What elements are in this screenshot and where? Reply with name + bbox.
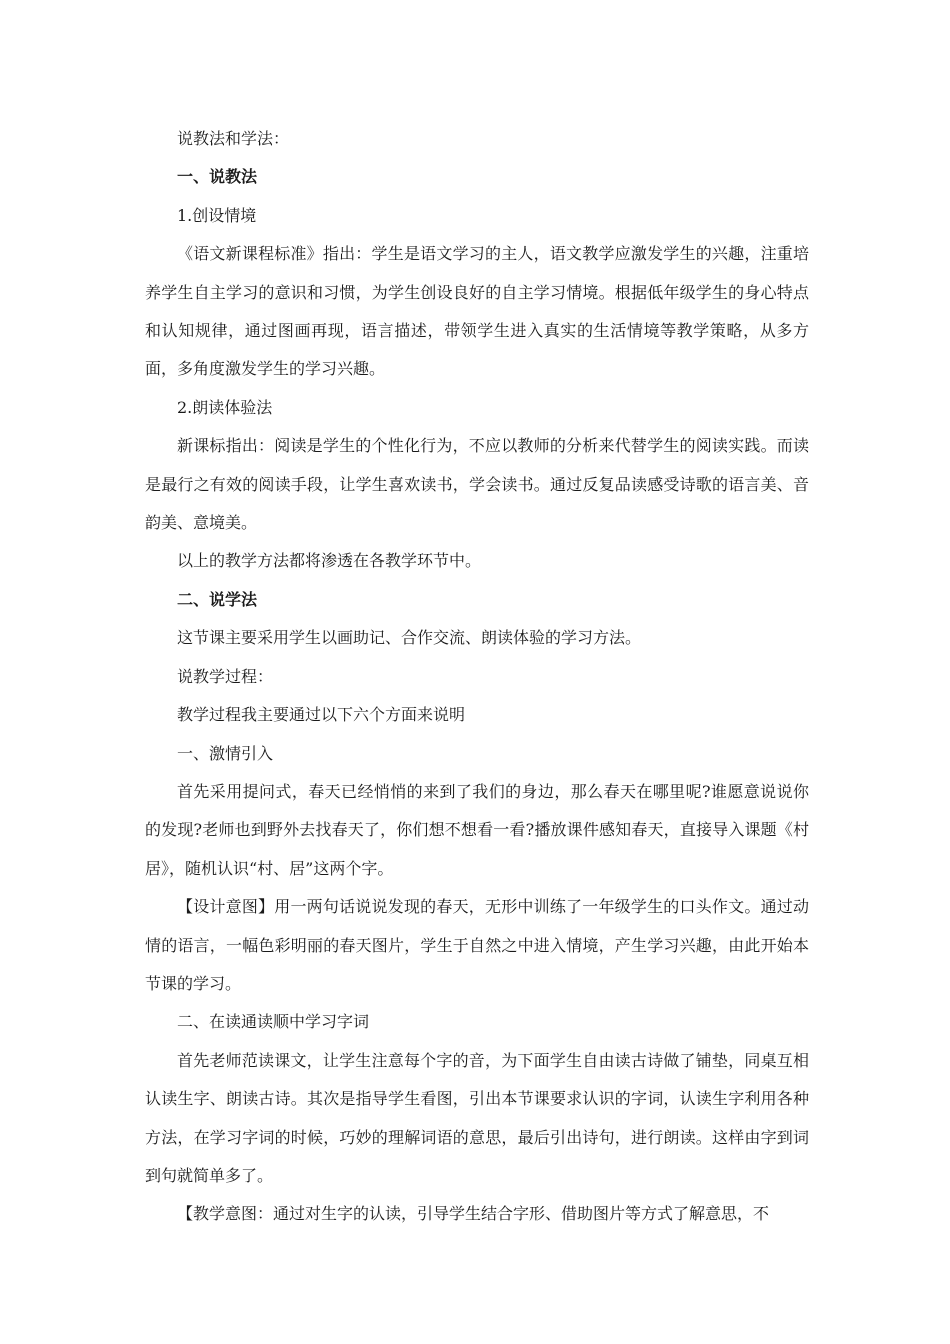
- heading-teaching-process: 说教学过程：: [177, 666, 274, 686]
- subheading-introduction: 一、激情引入: [177, 743, 274, 763]
- paragraph-process-intro: 教学过程我主要通过以下六个方面来说明: [177, 705, 466, 725]
- paragraph-introduction: 首先采用提问式，春天已经悄悄的来到了我们的身边，那么春天在哪里呢?谁愿意说说你的发现?老师也到野外去找春天了，你们想不想看一看?播放课件感知春天，直接导入课题《村居》，随机认识“村、居”这两个字。: [145, 781, 809, 878]
- paragraph-teaching-intent: 【教学意图：通过对生字的认读，引导学生结合字形、借助图片等方式了解意思，不: [177, 1204, 770, 1224]
- heading-methods-intro: 说教法和学法：: [177, 129, 290, 148]
- paragraph-word-study: 首先老师范读课文，让学生注意每个字的音，为下面学生自由读古诗做了铺垫，同桌互相认读生字、朗读古诗。其次是指导学生看图，引出本节课要求认识的字词，认读生字利用各种方法，在学习字词的时候，巧妙的理解词语的意思，最后引出诗句，进行朗读。这样由字到词到句就简单多了。: [145, 1050, 809, 1185]
- paragraph-reading-method: 新课标指出：阅读是学生的个性化行为，不应以教师的分析来代替学生的阅读实践。而读是最行之有效的阅读手段，让学生喜欢读书，学会读书。通过反复品读感受诗歌的语言美、音韵美、意境美。: [145, 436, 809, 533]
- subheading-reading-experience: 2.朗读体验法: [177, 397, 273, 417]
- paragraph-methods-summary: 以上的教学方法都将渗透在各教学环节中。: [177, 551, 482, 571]
- document-page: [145, 120, 809, 1234]
- subheading-create-situation: 1.创设情境: [177, 205, 257, 225]
- paragraph-learning-method: 这节课主要采用学生以画助记、合作交流、朗读体验的学习方法。: [177, 628, 642, 648]
- subheading-word-study: 二、在读通读顺中学习字词: [177, 1012, 370, 1032]
- paragraph-curriculum-standard: 《语文新课程标准》指出：学生是语文学习的主人，语文教学应激发学生的兴趣，注重培养学生自主学习的意识和习惯，为学生创设良好的自主学习情境。根据低年级学生的身心特点和认知规律，通过图画再现，语言描述，带领学生进入真实的生活情境等教学策略，从多方面，多角度激发学生的学习兴趣。: [145, 244, 809, 379]
- paragraph-design-intent-1: 【设计意图】用一两句话说说发现的春天，无形中训练了一年级学生的口头作文。通过动情的语言，一幅色彩明丽的春天图片，学生于自然之中进入情境，产生学习兴趣，由此开始本节课的学习。: [145, 897, 809, 993]
- section-heading-teaching-method: 一、说教法: [177, 167, 258, 187]
- section-heading-learning-method: 二、说学法: [177, 589, 258, 609]
